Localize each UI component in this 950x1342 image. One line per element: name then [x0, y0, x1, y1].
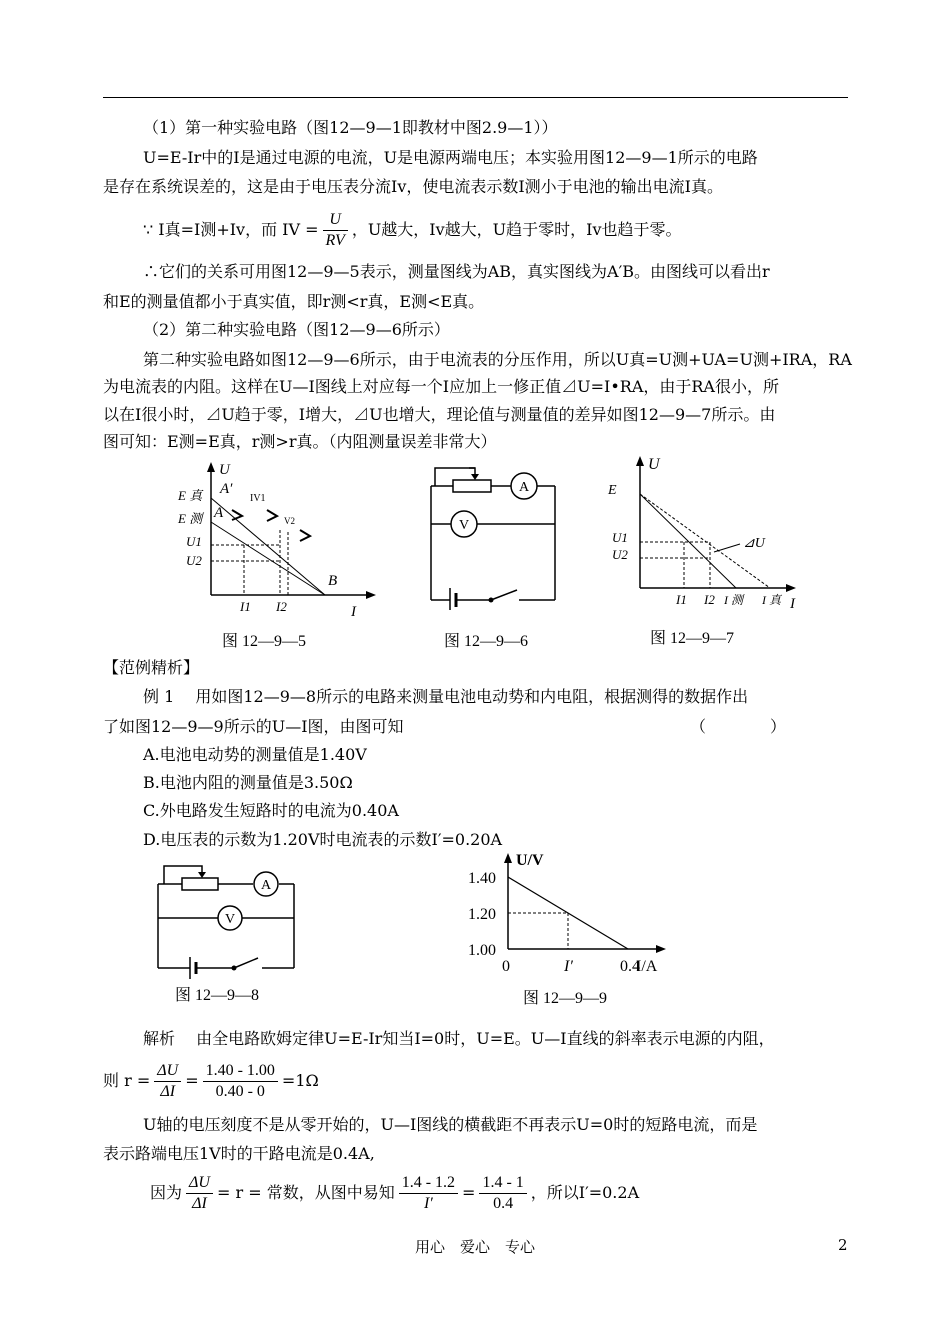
sol5-pre: 因为: [150, 1183, 183, 1202]
caption-12-9-9: 图 12—9—9: [523, 990, 608, 1007]
frac-num: 1.4 - 1: [479, 1173, 526, 1194]
frac-den: 0.40 - 0: [215, 1083, 265, 1100]
voltmeter-label: V: [225, 912, 236, 927]
sol5-eq: =: [462, 1183, 476, 1202]
sol5-post: ，所以I′=0.2A: [530, 1183, 640, 1202]
caption-12-9-8: 图 12—9—8: [175, 987, 260, 1004]
frac-num: ΔU: [154, 1061, 181, 1082]
figure-12-9-7: [600, 452, 810, 617]
f5-iv1-label: IV1: [250, 493, 266, 504]
f7-i-label: I: [790, 596, 795, 612]
voltmeter-label: V: [459, 518, 470, 533]
f7-du-label: ⊿U: [743, 536, 765, 551]
fraction-values: [203, 1061, 278, 1102]
option-c: C.外电路发生短路时的电流为0.40A: [143, 801, 399, 820]
rheostat-icon: [453, 480, 491, 492]
f5-a-label: A: [214, 505, 224, 521]
frac-num: 1.4 - 1.2: [399, 1173, 458, 1194]
option-d: D.电压表的示数为1.20V时电流表的示数I′=0.20A: [143, 830, 503, 849]
fraction-dU-dI: [154, 1061, 181, 1102]
f5-i2-label: I2: [276, 599, 287, 614]
s2-para-line3: 以在I很小时，⊿U趋于零，I增大，⊿U也增大，理论值与测量值的差异如图12—9—7所示。由: [103, 405, 776, 424]
x-axis-label: I/A: [636, 958, 658, 975]
f5-u2-label: U2: [186, 553, 202, 568]
example1-line1: 例 1 用如图12—9—8所示的电路来测量电池电动势和内电阻，根据测得的数据作出: [143, 687, 749, 706]
x-axis-arrow: [656, 945, 666, 953]
solution-line1: 解析 由全电路欧姆定律U=E-Ir知当I=0时，U=E。U—I直线的斜率表示电源的内阻，: [143, 1029, 775, 1048]
s1-para3-line1: ∴它们的关系可用图12—9—5表示，测量图线为AB，真实图线为A′B。由图线可以看出r: [143, 262, 770, 281]
footer: 用心 爱心 专心: [414, 1238, 535, 1256]
y-tick-label: 1.00: [468, 942, 496, 959]
caption-12-9-6: 图 12—9—6: [444, 633, 529, 650]
ammeter-label: A: [261, 878, 272, 893]
frac-num: ΔU: [186, 1173, 213, 1194]
frac-den: 0.4: [493, 1195, 514, 1212]
ammeter-label: A: [519, 480, 530, 495]
sol2-pre: 则 r =: [103, 1071, 151, 1090]
f5-i-label: I: [351, 604, 356, 620]
f5-u1-label: U1: [186, 534, 202, 549]
s1-para2: [143, 207, 682, 253]
frac-den: I′: [423, 1195, 433, 1212]
f7-e-label: E: [608, 483, 617, 498]
frac-den: ΔI: [160, 1083, 176, 1100]
answer-paren: （ ）: [690, 717, 787, 736]
f5-iv2-label: V2: [284, 516, 295, 526]
figure-12-9-6-circuit: [425, 460, 565, 610]
f7-u1-label: U1: [612, 530, 628, 545]
s1-para1-line1: U=E-Ir中的I是通过电源的电流，U是电源两端电压；本实验用图12—9—1所示的电路: [143, 148, 758, 167]
f7-u2-label: U2: [612, 547, 628, 562]
y-tick-label: 1.20: [468, 906, 496, 923]
y-axis-label: U/V: [516, 852, 544, 869]
fraction-slope: [479, 1173, 526, 1214]
figure-12-9-5: [170, 460, 380, 620]
sol2-post: =1Ω: [281, 1071, 319, 1090]
f5-etrue-label: E 真: [178, 488, 203, 503]
fraction-over-Iprime: [399, 1173, 458, 1214]
frac-den: ΔI: [192, 1195, 207, 1212]
section2-title: （2）第二种实验电路（图12—9—6所示）: [143, 320, 450, 339]
figure-12-9-8-circuit: [150, 858, 300, 980]
f5-aprime-label: A′: [220, 481, 233, 497]
x-tick-label: I′: [564, 958, 573, 975]
caption-12-9-7: 图 12—9—7: [650, 630, 735, 647]
rheostat-icon: [182, 878, 218, 890]
page-number: 2: [838, 1236, 848, 1254]
f7-itrue-label: I 真: [762, 593, 781, 607]
sol2-eq: =: [185, 1071, 199, 1090]
switch-icon: [234, 958, 258, 968]
f7-u-label: U: [648, 456, 660, 473]
solution-line4: 表示路端电压1V时的干路电流是0.4A,: [103, 1144, 375, 1163]
y-axis-arrow: [504, 853, 512, 863]
section1-title: （1）第一种实验电路（图12—9—1即教材中图2.9—1））: [143, 118, 558, 137]
s1-para2-pre: ∵ I真=I测+Iv，而 IV =: [143, 220, 319, 239]
option-a: A.电池电动势的测量值是1.40V: [143, 745, 367, 764]
frac-num: U: [323, 210, 348, 231]
s1-para2-post: ，U越大，Iv越大，U趋于零时，Iv也趋于零。: [351, 220, 682, 239]
s2-para-line2: 为电流表的内阻。这样在U—I图线上对应每一个I应加上一修正值⊿U=I•RA，由于RA很小，所: [103, 377, 779, 396]
option-b: B.电池内阻的测量值是3.50Ω: [143, 773, 353, 792]
s2-para-line4: 图可知：E测=E真，r测>r真。（内阻测量误差非常大）: [103, 432, 497, 451]
x-tick-label: 0.4: [620, 958, 640, 975]
solution-line2: [103, 1058, 319, 1104]
f5-i1-label: I1: [240, 599, 251, 614]
f5-emeas-label: E 测: [178, 511, 203, 526]
s1-para1-line2: 是存在系统误差的，这是由于电压表分流Iv，使电流表示数I测小于电池的输出电流I真。: [103, 177, 724, 196]
frac-num: 1.40 - 1.00: [203, 1061, 278, 1082]
switch-icon: [491, 590, 517, 600]
section-fanli: 【范例精析】: [103, 658, 200, 677]
sol5-mid: = r = 常数，从图中易知: [216, 1183, 395, 1202]
fraction-U-over-RV: [323, 210, 348, 251]
f5-b-label: B: [328, 573, 338, 589]
solution-line3: U轴的电压刻度不是从零开始的，U—I图线的横截距不再表示U=0时的短路电流，而是: [143, 1115, 758, 1134]
s1-para3-line2: 和E的测量值都小于真实值，即r测<r真，E测<E真。: [103, 292, 485, 311]
f7-i2-label: I2: [704, 592, 715, 607]
f7-imeas-label: I 测: [724, 593, 743, 607]
s2-para-line1: 第二种实验电路如图12—9—6所示，由于电流表的分压作用，所以U真=U测+UA=U测+IRA，RA: [143, 350, 852, 369]
example1-line2: 了如图12—9—9所示的U—I图，由图可知: [103, 717, 404, 736]
y-tick-label: 1.40: [468, 870, 496, 887]
f5-u-label: U: [219, 462, 230, 478]
figure-12-9-9-chart: [460, 845, 680, 985]
fraction-dU-dI-2: [186, 1173, 213, 1214]
caption-12-9-5: 图 12—9—5: [222, 633, 307, 650]
frac-den: RV: [325, 232, 345, 249]
x-tick-label: 0: [502, 958, 510, 975]
f7-i1-label: I1: [676, 592, 687, 607]
solution-line5: [150, 1170, 639, 1216]
header-rule: [103, 97, 848, 98]
